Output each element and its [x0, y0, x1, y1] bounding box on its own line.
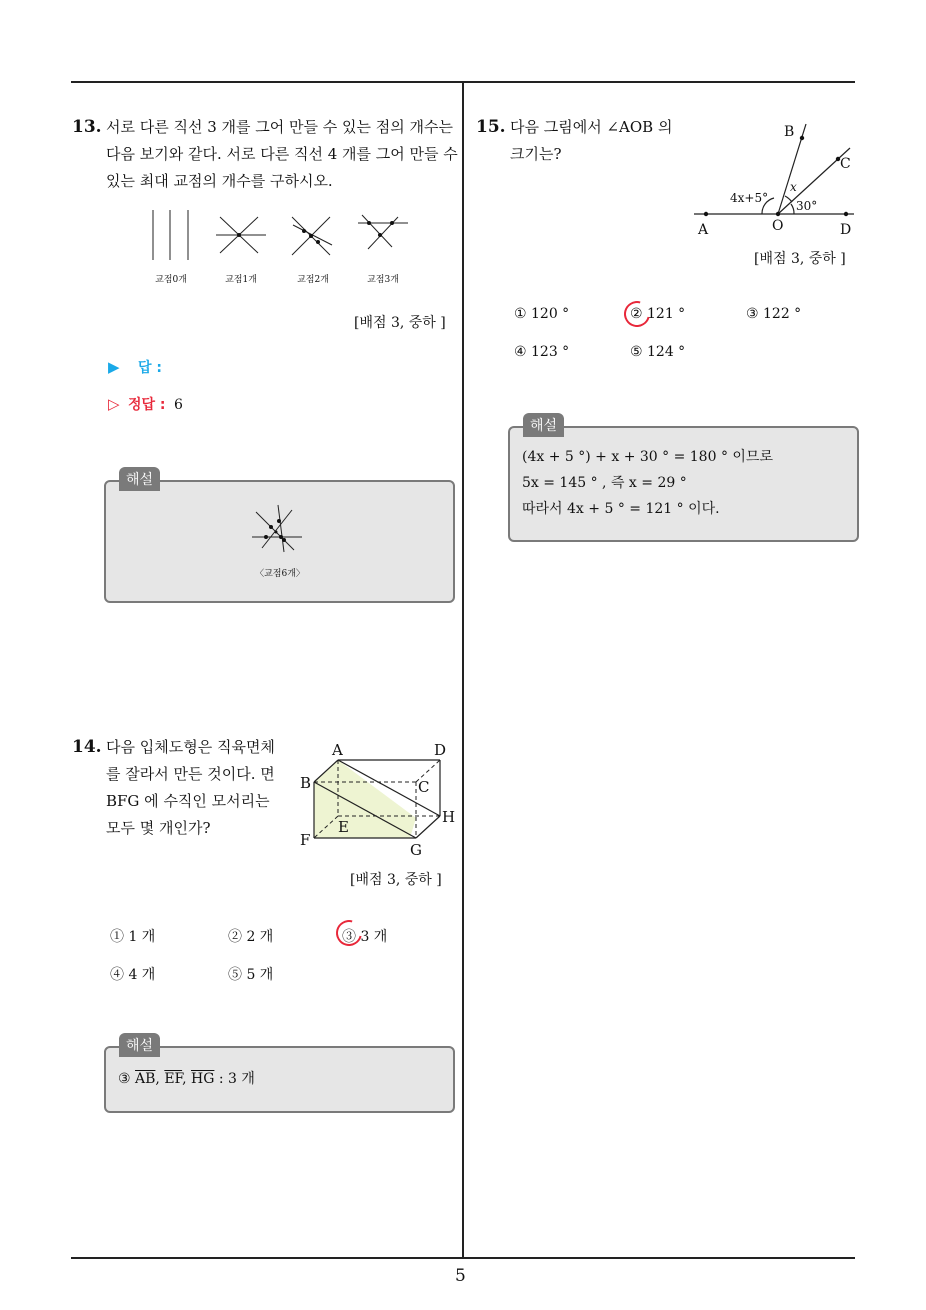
label-C: C — [418, 778, 430, 796]
label-A: A — [698, 222, 709, 238]
q13-correct-row — [108, 394, 183, 414]
correct-value: 6 — [173, 397, 183, 413]
q13-text — [106, 114, 458, 195]
label-F: F — [300, 831, 311, 849]
label-30: 30° — [796, 199, 818, 213]
play-icon: ▶ — [108, 358, 120, 376]
q15-number: 15. — [476, 117, 506, 137]
q15-choice-5[interactable]: ⑤ 124 ° — [630, 344, 686, 360]
q15-choice-1[interactable]: ① 120 ° — [514, 306, 570, 322]
q13-text-line: 있는 최대 교점의 개수를 구하시오. — [106, 172, 333, 190]
q13-text-line: 다음 보기와 같다. 서로 다른 직선 4 개를 그어 만들 수 — [106, 145, 458, 163]
q14-choice-2[interactable]: ② 2 개 — [228, 929, 274, 945]
label-O: O — [772, 218, 784, 234]
q14-solid-figure — [296, 740, 462, 860]
q14-choice-5[interactable]: ⑤ 5 개 — [228, 967, 274, 983]
q13-solution-caption: 〈교점6개〉 — [255, 569, 305, 579]
center-divider — [462, 82, 464, 1258]
q14-text-line: BFG 에 수직인 모서리는 — [106, 792, 270, 810]
label-x: x — [790, 180, 797, 194]
q15-solution-line: 따라서 4x + 5 ° = 121 ° 이다. — [522, 501, 720, 517]
label-H: H — [442, 808, 456, 826]
q14-solution-suffix: : 3 개 — [218, 1071, 255, 1087]
q13-number: 13. — [72, 117, 102, 137]
q13-figure-label: 교점1개 — [225, 275, 257, 285]
q14-text-line: 를 잘라서 만든 것이다. 면 — [106, 765, 275, 783]
q15-choice-3[interactable]: ③ 122 ° — [746, 306, 802, 322]
label-E: E — [338, 818, 349, 836]
correct-label: 정답 : — [128, 397, 166, 413]
edge-EF: $\overline{EF}$ — [164, 1071, 183, 1087]
q15-choice-4[interactable]: ④ 123 ° — [514, 344, 570, 360]
q13-line-figures — [140, 205, 420, 265]
edge-HG: $\overline{HG}$ — [191, 1071, 215, 1087]
label-D: D — [840, 222, 852, 238]
q13-text-line: 서로 다른 직선 3 개를 그어 만들 수 있는 점의 개수는 — [106, 118, 454, 136]
answer-label: 답 : — [138, 360, 162, 376]
q14-choice-1[interactable]: ① 1 개 — [110, 929, 156, 945]
label-G: G — [410, 841, 422, 859]
q15-selected-circle-icon — [619, 296, 655, 332]
q14-solution-tab: 해설 — [119, 1033, 160, 1057]
q15-meta: [배점 3, 중하 ] — [754, 251, 846, 267]
page-number: 5 — [455, 1266, 466, 1286]
q14-number: 14. — [72, 737, 102, 757]
q15-solution-line: 5x = 145 ° , 즉 x = 29 ° — [522, 475, 687, 491]
q15-choice-2[interactable]: ② 121 ° — [630, 306, 686, 322]
bottom-rule — [71, 1257, 855, 1259]
q13-figure-label: 교점0개 — [155, 275, 187, 285]
q14-text-line: 모두 몇 개인가? — [106, 819, 211, 837]
q14-solution-prefix: ③ — [118, 1071, 131, 1087]
q13-answer-row — [108, 357, 162, 377]
q15-text — [510, 114, 672, 168]
label-A: A — [332, 741, 343, 759]
q14-meta: [배점 3, 중하 ] — [350, 872, 442, 888]
q15-angle-figure — [690, 118, 858, 240]
q14-solution-text: ③ $\overline{AB}$, $\overline{EF}$, $\overline{HG}$ : 3 개 — [118, 1071, 255, 1087]
outline-play-icon: ▷ — [108, 395, 120, 413]
label-4x5: 4x+5° — [730, 191, 769, 205]
q15-text-line: 다음 그림에서 ∠AOB 의 — [510, 118, 673, 136]
q14-choice-4[interactable]: ④ 4 개 — [110, 967, 156, 983]
label-B: B — [300, 774, 312, 792]
label-B: B — [784, 124, 795, 140]
edge-AB: $\overline{AB}$ — [135, 1071, 156, 1087]
q13-figure-label: 교점2개 — [297, 275, 329, 285]
q13-solution-figure — [248, 500, 308, 555]
q15-solution-line: (4x + 5 °) + x + 30 ° = 180 ° 이므로 — [522, 449, 773, 465]
label-C: C — [840, 156, 851, 172]
q15-solution-tab: 해설 — [523, 413, 564, 437]
q15-solution-text — [522, 444, 773, 522]
q13-solution-tab: 해설 — [119, 467, 160, 491]
q15-text-line: 크기는? — [510, 145, 562, 163]
q14-text — [106, 734, 275, 842]
q13-meta: [배점 3, 중하 ] — [354, 315, 446, 331]
q13-figure-label: 교점3개 — [367, 275, 399, 285]
q14-text-line: 다음 입체도형은 직육면체 — [106, 738, 275, 756]
q14-choice-3[interactable]: ③ 3 개 — [342, 929, 388, 945]
label-D: D — [434, 741, 447, 759]
